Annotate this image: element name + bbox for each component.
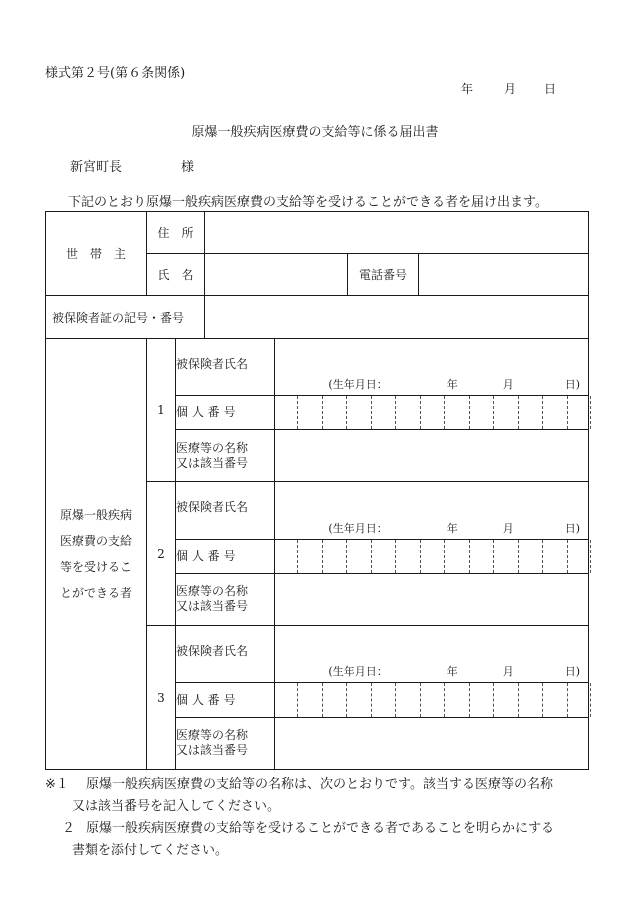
person-number-2: 2 [147, 482, 176, 626]
note-2-line-2: 書類を添付してください。 [72, 843, 229, 858]
phone-label: 電話番号 [348, 254, 419, 296]
medical-service-label: 医療等の名称 又は該当番号 [176, 430, 275, 482]
medical-service-field[interactable] [275, 717, 589, 769]
address-field[interactable] [205, 212, 589, 254]
insured-name-field[interactable] [275, 338, 589, 395]
insured-name-label: 被保険者氏名 [176, 338, 275, 395]
medical-service-field[interactable] [275, 430, 589, 482]
phone-field[interactable] [419, 254, 589, 296]
insured-name-field[interactable] [275, 482, 589, 539]
date-day-label: 日 [544, 82, 557, 96]
insured-name-field[interactable] [275, 626, 589, 683]
insured-name-label: 被保険者氏名 [176, 626, 275, 683]
form-table [45, 211, 589, 770]
insurance-card-field[interactable] [205, 296, 589, 338]
note-1-line-2: 又は該当番号を記入してください。 [72, 799, 281, 814]
note-2-mark: ２ [62, 821, 76, 836]
medical-service-field[interactable] [275, 573, 589, 625]
birth-date-line: (生年月日： 年 月 日) [328, 521, 581, 535]
note-1-mark: ※１ [45, 777, 69, 792]
id-number-label: 個 人 番 号 [176, 683, 275, 717]
intro-text: 下記のとおり原爆一般疾病医療費の支給等を受けることができる者を届け出ます。 [68, 195, 548, 210]
document-title: 原爆一般疾病医療費の支給等に係る届出書 [191, 125, 439, 140]
person-number-3: 3 [147, 626, 176, 770]
id-number-boxes [275, 396, 588, 429]
date-year-label: 年 [461, 82, 474, 96]
form-number: 様式第２号(第６条関係) [45, 66, 186, 81]
note-2-line-1: 原爆一般疾病医療費の支給等を受けることができる者であることを明らかにする [86, 821, 555, 836]
id-number-field[interactable] [275, 395, 589, 429]
addressee: 新宮町長 [70, 160, 123, 175]
id-number-label: 個 人 番 号 [176, 539, 275, 573]
id-number-boxes [275, 540, 588, 573]
insured-name-label: 被保険者氏名 [176, 482, 275, 539]
name-label: 氏 名 [147, 254, 205, 296]
address-label: 住 所 [147, 212, 205, 254]
id-number-boxes [275, 683, 588, 716]
medical-service-label: 医療等の名称 又は該当番号 [176, 573, 275, 625]
eligible-persons-label: 原爆一般疾病 医療費の支給 等を受けるこ とができる者 [46, 338, 147, 769]
insurance-card-label: 被保険者証の記号・番号 [46, 296, 205, 338]
id-number-label: 個 人 番 号 [176, 395, 275, 429]
medical-service-label: 医療等の名称 又は該当番号 [176, 717, 275, 769]
honorific: 様 [181, 160, 195, 175]
name-field[interactable] [205, 254, 348, 296]
id-number-field[interactable] [275, 683, 589, 717]
note-1-line-1: 原爆一般疾病医療費の支給等の名称は、次のとおりです。該当する医療等の名称 [86, 777, 553, 792]
date-month-label: 月 [504, 82, 517, 96]
person-number-1: 1 [147, 338, 176, 482]
household-head-label: 世 帯 主 [46, 212, 147, 296]
id-number-field[interactable] [275, 539, 589, 573]
birth-date-line: (生年月日： 年 月 日) [328, 377, 581, 391]
birth-date-line: (生年月日： 年 月 日) [328, 665, 581, 679]
